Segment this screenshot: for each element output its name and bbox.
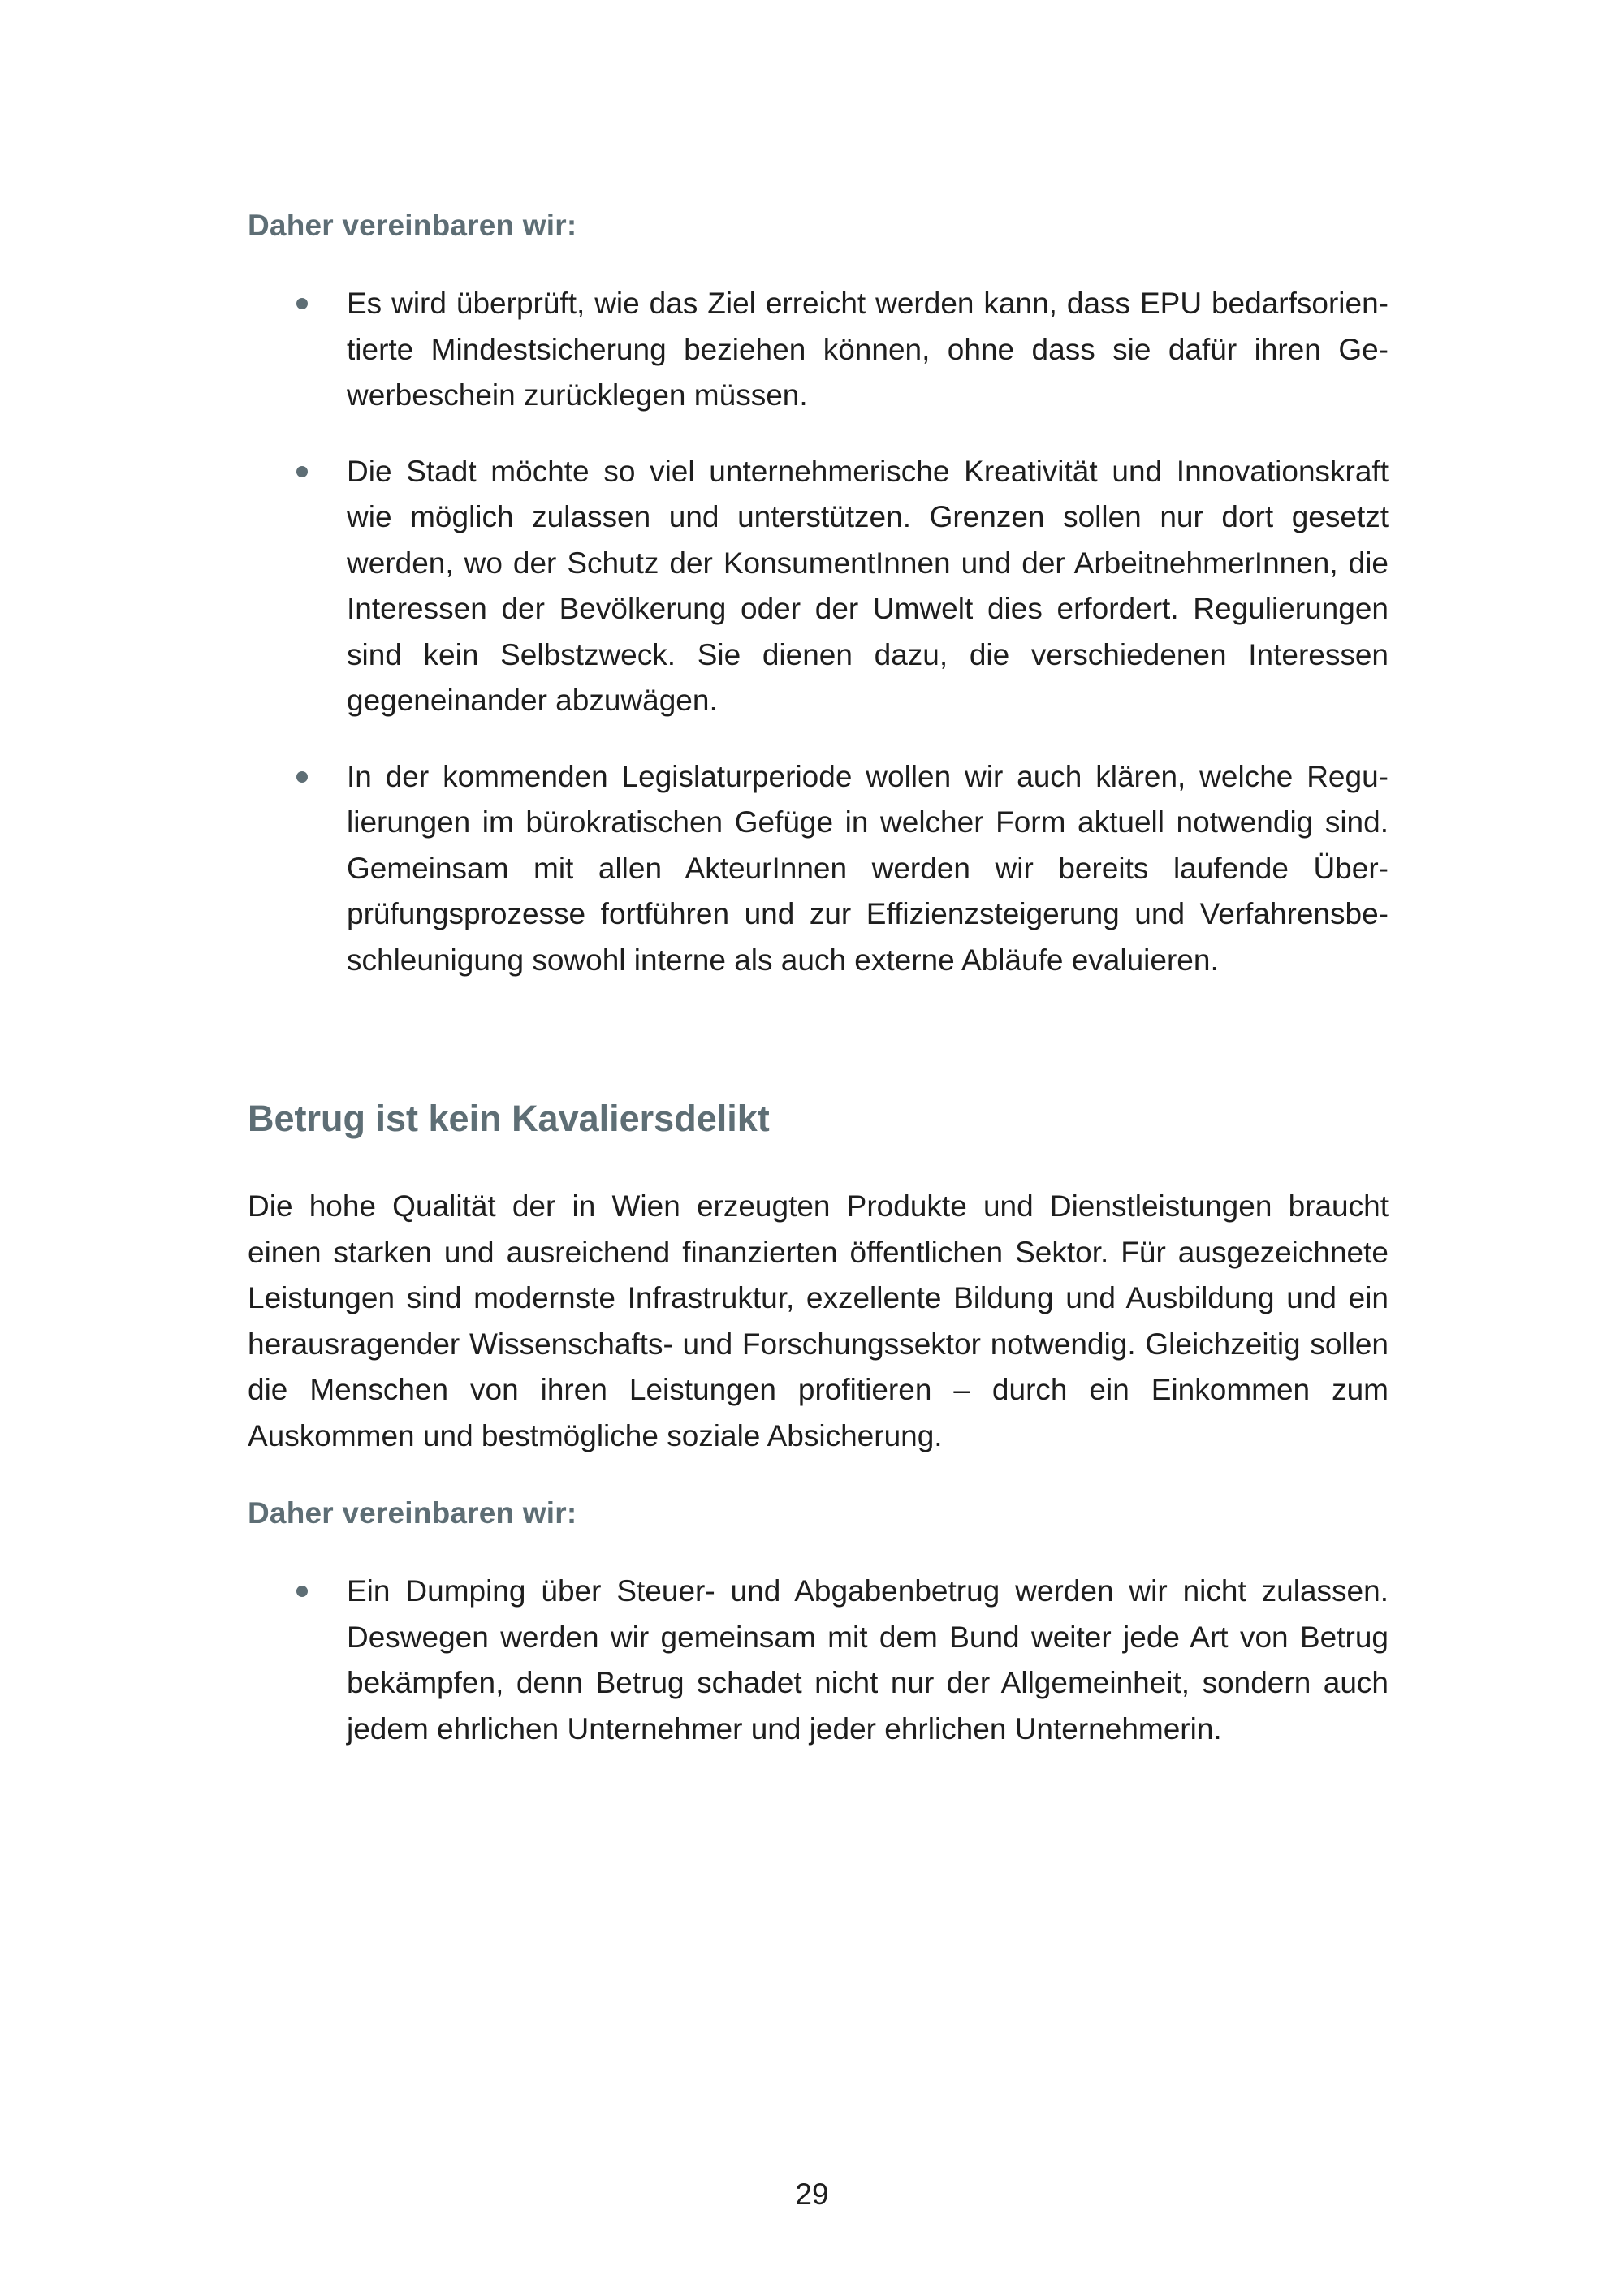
- list-item-text: Es wird überprüft, wie das Ziel erreicht werden kann, dass EPU bedarfsorientierte Mindestsicherung beziehen können, ohne dass sie dafür ihren Gewerbeschein zurücklegen müssen.: [347, 287, 1389, 412]
- bullet-icon: [296, 1586, 308, 1597]
- agreement-list-2: [248, 1569, 1389, 1752]
- list-item-text: Ein Dumping über Steuer- und Abgabenbetrug werden wir nicht zulassen. Deswegen werden wir gemeinsam mit dem Bund weiter jede Art von Betrug bekämpfen, denn Betrug schadet nicht nur der Allgemeinheit, sondern auch jedem ehrlichen Unternehmer und jeder ehrlichen Unternehmerin.: [347, 1574, 1389, 1746]
- list-item: [248, 281, 1389, 419]
- bullet-icon: [296, 466, 308, 477]
- body-paragraph: Die hohe Qualität der in Wien erzeugten Produkte und Dienstleistungen braucht einen starken und ausreichend finanzierten öffentlichen Sektor. Für ausgezeichnete Leistungen sind modernste Infrastruktur, exzellente Bildung und Ausbildung und ein herausragender Wissenschafts- und Forschungssektor notwendig. Gleichzeitig sollen die Menschen von ihren Leistungen profitieren – durch ein Einkommen zum Auskommen und bestmögliche soziale Absicherung.: [248, 1189, 1389, 1452]
- list-item: [248, 449, 1389, 724]
- bullet-icon: [296, 771, 308, 783]
- page-number: 29: [795, 2177, 829, 2211]
- section-title: Betrug ist kein Kavaliersdelikt: [248, 1098, 770, 1139]
- list-item-text: Die Stadt möchte so viel unternehmerische Kreativität und Innovationskraft wie möglich zulassen und unterstützen. Grenzen sollen nur dort gesetzt werden, wo der Schutz der KonsumentInnen und der ArbeitnehmerInnen, die Interessen der Bevölkerung oder der Umwelt dies erfordert. Regulierungen sind kein Selbstzweck. Sie dienen dazu, die verschiedenen Interessen gegeneinander abzuwägen.: [347, 454, 1389, 717]
- list-item-text: In der kommenden Legislaturperiode wollen wir auch klären, welche Regulierungen im bürokratischen Gefüge in welcher Form aktuell notwendig sind. Gemeinsam mit allen AkteurInnen werden wir bereits laufende Überprüfungsprozesse fortführen und zur Effizienzsteigerung und Verfahrensbeschleunigung sowohl interne als auch externe Abläufe evaluieren.: [347, 759, 1389, 977]
- agreement-list-1: [248, 281, 1389, 983]
- agreement-heading-1: Daher vereinbaren wir:: [248, 209, 577, 242]
- list-item: [248, 1569, 1389, 1752]
- bullet-icon: [296, 298, 308, 309]
- agreement-heading-2: Daher vereinbaren wir:: [248, 1496, 577, 1530]
- list-item: [248, 754, 1389, 984]
